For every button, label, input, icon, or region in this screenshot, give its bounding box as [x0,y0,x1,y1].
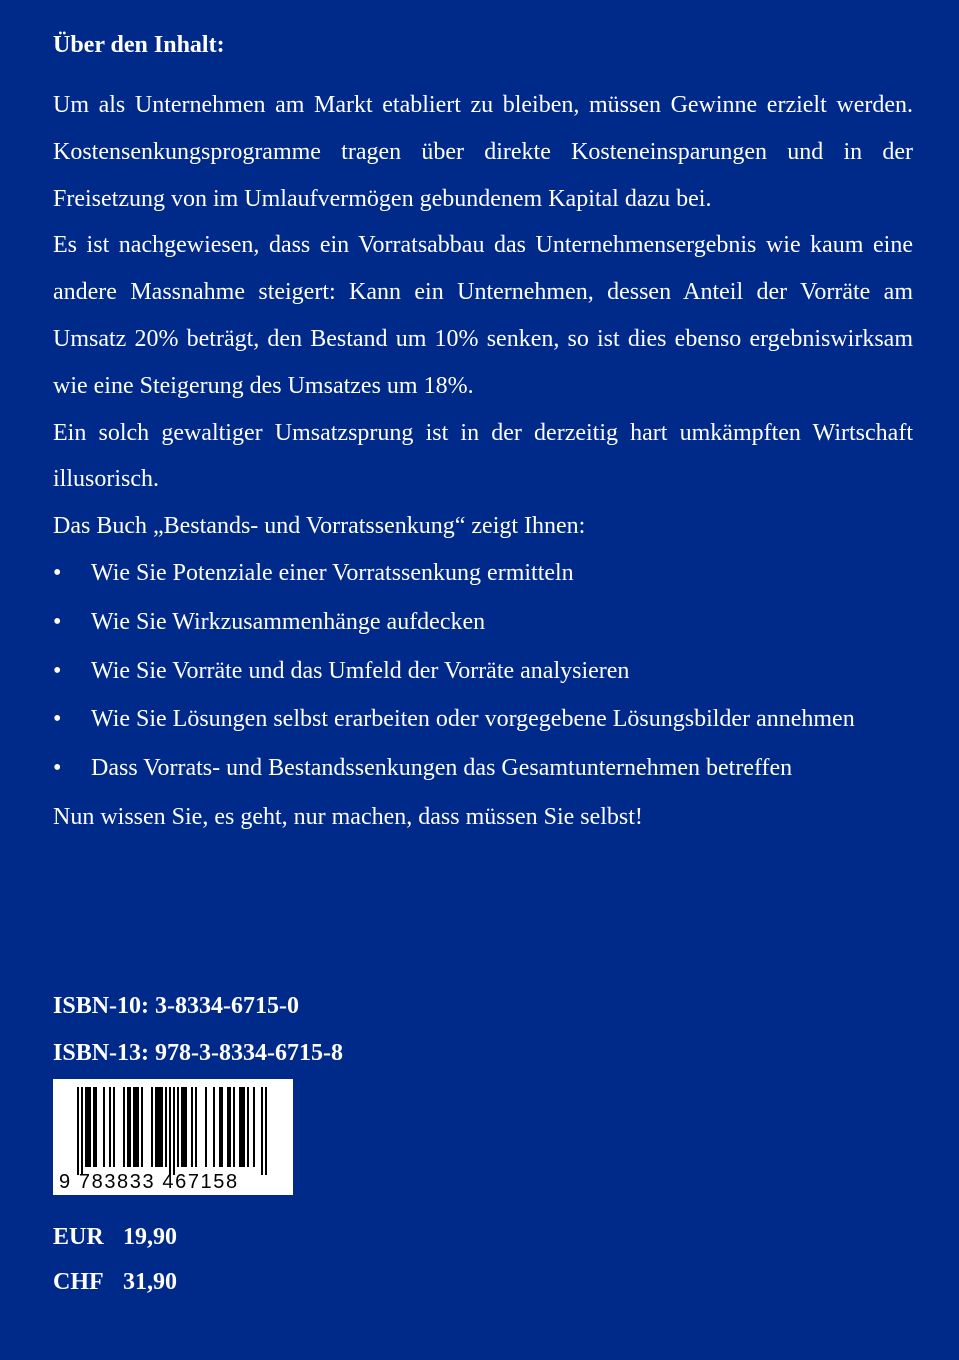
description-block [53,22,913,841]
barcode-bar [213,1087,215,1167]
barcode-bar [85,1087,87,1167]
paragraph-intro: Um als Unternehmen am Markt etabliert zu bleiben, müssen Gewinne erzielt werden. Kostensenkungsprogramme tragen über direkte Kosteneinsparungen und in der Freisetzung von im Umlaufvermögen gebundenem Kapital dazu bei. [53,92,913,212]
bullet-icon: • [53,706,62,733]
barcode-bar [159,1087,161,1167]
barcode-bar [233,1087,235,1167]
list-item [53,550,913,597]
barcode-bar [221,1087,223,1167]
barcode-bar [173,1087,175,1175]
barcode-bar [183,1087,185,1167]
barcode-bar [77,1087,79,1175]
barcode-bar [157,1087,159,1167]
barcode-bar [205,1087,207,1167]
list-item [53,696,913,743]
barcode-bar [181,1087,183,1167]
bullet-icon: • [53,608,62,635]
list-item-text: Wie Sie Potenziale einer Vorratssenkung ermitteln [91,559,574,586]
barcode-bar [265,1087,267,1175]
barcode-bar [127,1087,129,1167]
barcode-bar [241,1087,243,1167]
barcode-bar [135,1087,137,1167]
barcode-bar [87,1087,89,1167]
barcode-bar [191,1087,193,1167]
isbn-13: ISBN-13: 978-3-8334-6715-8 [53,1040,343,1066]
barcode-bar [195,1087,197,1167]
barcode-bar [133,1087,135,1167]
barcode-bar [227,1087,229,1167]
list-item-text: Wie Sie Vorräte und das Umfeld der Vorräte analysieren [91,657,630,684]
barcode-bar [151,1087,153,1167]
barcode-bar [113,1087,115,1167]
content-heading: Über den Inhalt: [53,32,225,58]
barcode-bar [165,1087,167,1167]
benefit-list [53,550,913,792]
barcode-bar [129,1087,131,1167]
barcode [53,1079,293,1195]
barcode-bar [103,1087,105,1167]
barcode-bar [109,1087,111,1167]
isbn-10: ISBN-10: 3-8334-6715-0 [53,993,299,1019]
price-eur [53,1222,177,1252]
barcode-bar [95,1087,97,1167]
barcode-bar [93,1087,95,1167]
barcode-bar [253,1087,255,1167]
list-item-text: Wie Sie Wirkzusammenhänge aufdecken [91,608,486,635]
barcode-bar [89,1087,91,1167]
list-item [53,745,913,792]
list-item-text: Wie Sie Lösungen selbst erarbeiten oder vorgegebene Lösungsbilder annehmen [91,706,855,733]
price-chf [53,1267,177,1297]
price-eur-currency: EUR [53,1224,104,1250]
paragraph-evidence: Es ist nachgewiesen, dass ein Vorratsabbau das Unternehmensergebnis wie kaum eine andere Massnahme steigert: Kann ein Unternehmen, dessen Anteil der Vorräte am Umsatz 20% beträgt, den Bestand um 10% senken, so ist dies ebenso ergebniswirksam wie eine Steigerung des Umsatzes um 18%. [53,232,913,399]
price-eur-amount: 19,90 [123,1224,177,1250]
paragraph-book-shows: Das Buch „Bestands- und Vorratssenkung“ zeigt Ihnen: [53,513,586,540]
barcode-bar [123,1087,125,1167]
price-chf-amount: 31,90 [123,1269,177,1295]
list-item [53,648,913,695]
bullet-icon: • [53,657,62,684]
barcode-bar [155,1087,157,1167]
barcode-digits: 9 783833 467158 [59,1171,239,1193]
barcode-bar [169,1087,171,1175]
bullet-icon: • [53,755,62,782]
barcode-bar [229,1087,231,1167]
bullet-icon: • [53,559,62,586]
list-item-text: Dass Vorrats- und Bestandssenkungen das Gesamtunternehmen betreffen [91,755,793,782]
paragraph-illusion: Ein solch gewaltiger Umsatzsprung ist in der derzeitig hart umkämpften Wirtschaft illusorisch. [53,419,913,493]
barcode-bar [261,1087,263,1175]
list-item [53,599,913,646]
barcode-bar [141,1087,143,1167]
barcode-bar [219,1087,221,1167]
barcode-bar [81,1087,83,1175]
barcode-bar [185,1087,187,1167]
price-chf-currency: CHF [53,1269,104,1295]
barcode-bar [243,1087,245,1167]
barcode-bar [177,1087,179,1167]
barcode-bar [239,1087,241,1167]
barcode-bar [137,1087,139,1167]
barcode-bar [247,1087,249,1167]
barcode-bar [161,1087,163,1167]
closing-line: Nun wissen Sie, es geht, nur machen, dass müssen Sie selbst! [53,803,643,830]
